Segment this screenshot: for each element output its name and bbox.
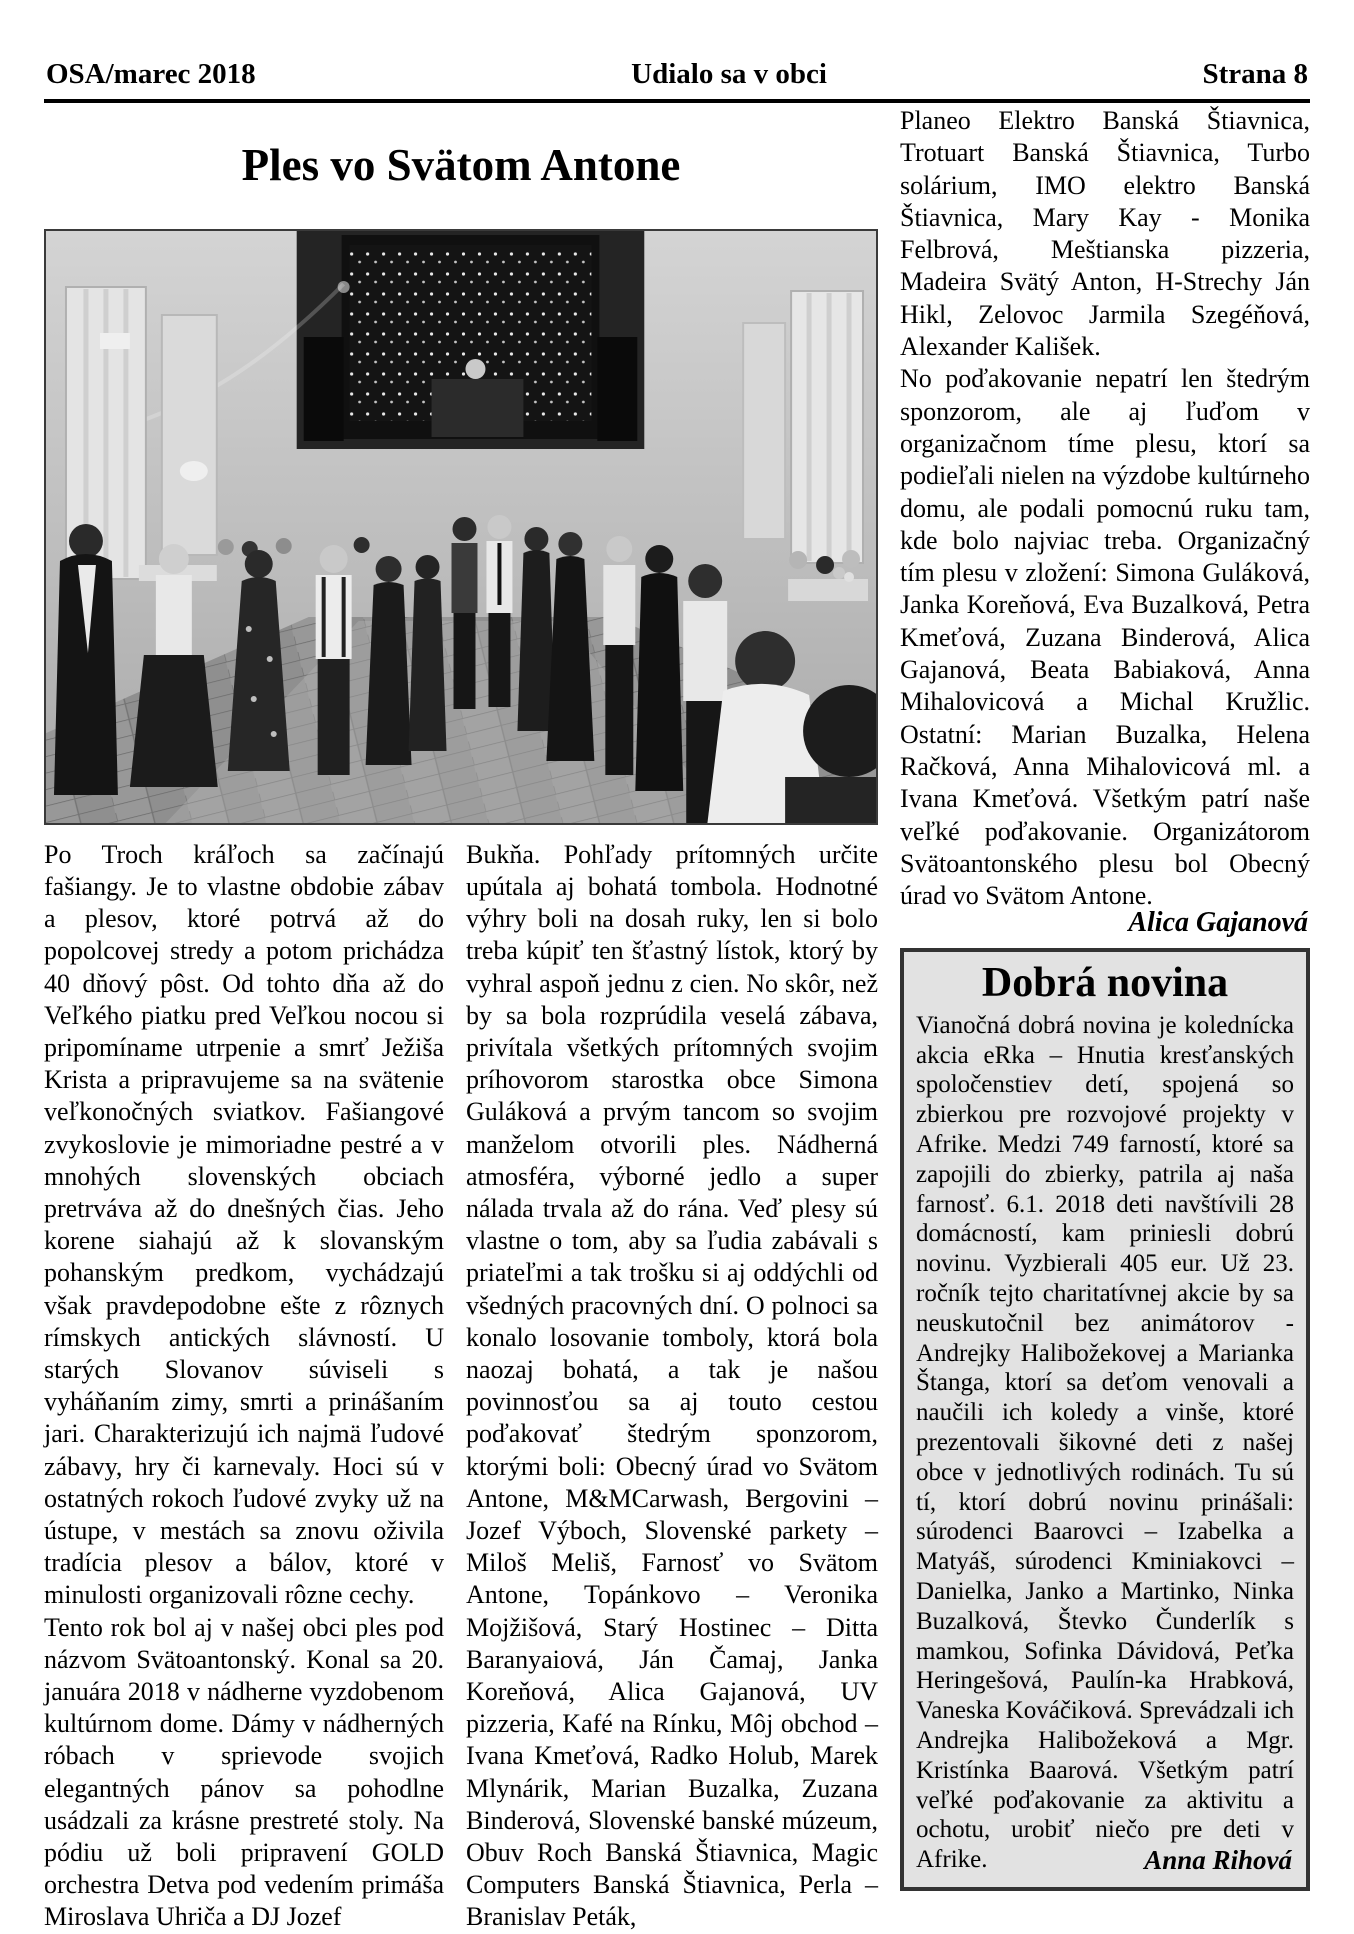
page-body [44,105,1310,1934]
left-paragraph-2: Tento rok bol aj v našej obci ples pod názvom Svätoantonský. Konal sa 20. januára 2018 v nádherne vyzdobenom kultúrnom dome. Dámy v nádherných róbach v sprievode svojich elegantných pánov sa pohodlne usádzali za krásne prestreté stoly. Na pódiu už boli pripravení GOLD orchestra Detva pod vedením primáša Miroslava Uhriča a DJ Jozef [44,1612,444,1932]
ball-photo-illustration [44,229,878,825]
section-label: Udialo sa v obci [631,58,827,90]
infobox-paragraph-1: Vianočná dobrá novina je kolednícka akcia eRka – Hnutia kresťanských spoločenstiev detí, spojená so zbierkou pre rozvojové projekty v Afrike. Medzi 749 farností, ktoré sa zapojili do zbierky, patrila aj naša farnosť. 6.1. 2018 deti navštívili 28 domácností, kam priniesli dobrú novinu. Vyzbierali 405 eur. Už 23. ročník tejto charitatívnej akcie by sa neuskutočnil bez animátorov - Andrejky Halibožekovej a Marianka Štanga, ktorí sa deťom venovali a naučili ich koledy a vinše, ktoré prezentovali šikovné deti z našej obce v jednotlivých rodinách. Tu sú tí, ktorí dobrú novinu prinášali: súrodenci Baarovci – Izabelka a Matyáš, súrodenci Kminiakovci – Danielka, Janko a Martinko, Ninka Buzalková, Števko Čunderlík s mamkou, Sofinka Dávidová, Peťka Heringešová, Paulín-ka Hrabková, Vaneska Kováčiková. Sprevádzali ich Andrejka Halibožeková a Mgr. Kristínka Baarová. Všetkým patrí veľké poďakovanie za aktivitu a ochotu, urobiť niečo pre deti v Afrike. [916,1011,1294,1874]
issue-label: OSA/marec 2018 [46,58,256,90]
article-title: Ples vo Svätom Antone [241,140,681,191]
page-header [44,40,1310,91]
article-signature: Alica Gajanová [1128,907,1308,939]
header-divider [44,99,1310,103]
middle-paragraph-1: Bukňa. Pohľady prítomných určite upútala aj bohatá tombola. Hodnotné výhry boli na dosah ruky, len si bolo treba kúpiť ten šťastný lístok, ktorý by vyhral aspoň jednu z cien. No skôr, než by sa bola rozprúdila veselá zábava, privítala všetkých prítomných svojim príhovorom starostka obce Simona Guláková a prvým tancom so svojim manželom otvorili ples. Nádherná atmosféra, výborné jedlo a super nálada trvala až do rána. Veď plesy sú vlastne o tom, aby sa ľudia zabávali s priateľmi a tak trošku si aj oddýchli od všedných pracovných dní. O polnoci sa konalo losovanie tomboly, ktorá bola naozaj bohatá, a tak je našou povinnosťou sa aj touto cestou poďakovať štedrým sponzorom, ktorými boli: Obecný úrad vo Svätom Antone, M&MCarwash, Bergovini – Jozef Výboch, Slovenské parkety – Miloš Meliš, Farnosť vo Svätom Antone, Topánkovo – Veronika Mojžišová, Starý Hostinec – Ditta Baranyaiová, Ján Čamaj, Janka Koreňová, Alica Gajanová, UV pizzeria, Kafé na Rínku, Môj obchod – Ivana Kmeťová, Radko Holub, Marek Mlynárik, Marian Buzalka, Zuzana Binderová, Slovenské banské múzeum, Obuv Roch Banská Štiavnica, Magic Computers Banská Štiavnica, Perla – Branislav Peták, [466,839,878,1932]
left-paragraph-1: Po Troch kráľoch sa začínajú fašiangy. Je to vlastne obdobie zábav a plesov, ktoré potrvá až do popolcovej stredy a potom prichádza 40 dňový pôst. Od tohto dňa až do Veľkého piatku pred Veľkou nocou si pripomíname utrpenie a smrť Ježiša Krista a pripravujeme sa na svätenie veľkonočných sviatkov. Fašiangové zvykoslovie je mimoriadne pestré a v mnohých slovenských obciach pretrváva až do dnešných čias. Jeho korene siahajú až k slovanským pohanským predkom, vychádzajú však pravdepodobne ešte z rôznych rímskych antických slávností. U starých Slovanov súviseli s vyháňaním zimy, smrti a prinášaním jari. Charakterizujú ich najmä ľudové zábavy, hry či karnevaly. Hoci sú v ostatných rokoch ľudové zvyky už na ústupe, v mestách sa znovu oživila tradícia plesov a bálov, ktoré v minulosti organizovali rôzne cechy. [44,839,444,1610]
infobox-title: Dobrá novina [981,960,1229,1007]
page-number: Strana 8 [1202,58,1308,90]
column-right [900,105,1310,1934]
infobox-signature: Anna Rihová [1144,1844,1292,1875]
right-paragraph-1: Planeo Elektro Banská Štiavnica, Trotuart Banská Štiavnica, Turbo solárium, IMO elektro Banská Štiavnica, Mary Kay - Monika Felbrová, Meštianska pizzeria, Madeira Svätý Anton, H-Strechy Ján Hikl, Zelovoc Jarmila Szegéňová, Alexander Kališek. [900,106,1310,362]
column-middle [466,839,878,1934]
right-paragraph-2: No poďakovanie nepatrí len štedrým sponzorom, ale aj ľuďom v organizačnom tíme plesu, ktorí sa podieľali nielen na výzdobe kultúrneho domu, ale podali pomocnú ruku tam, kde bolo najviac treba. Organizačný tím plesu v zložení: Simona Guláková, Janka Koreňová, Eva Buzalková, Petra Kmeťová, Zuzana Binderová, Alica Gajanová, Beata Babiaková, Anna Mihalovicová a Michal Kružlic. Ostatní: Marian Buzalka, Helena Račková, Anna Mihalovicová ml. a Ivana Kmeťová. Všetkým patrí naše veľké poďakovanie. Organizátorom Svätoantonského plesu bol Obecný úrad vo Svätom Antone. [900,364,1310,911]
ball-photo [44,229,878,825]
infobox-dobra-novina [900,948,1310,1891]
column-left [44,839,444,1934]
